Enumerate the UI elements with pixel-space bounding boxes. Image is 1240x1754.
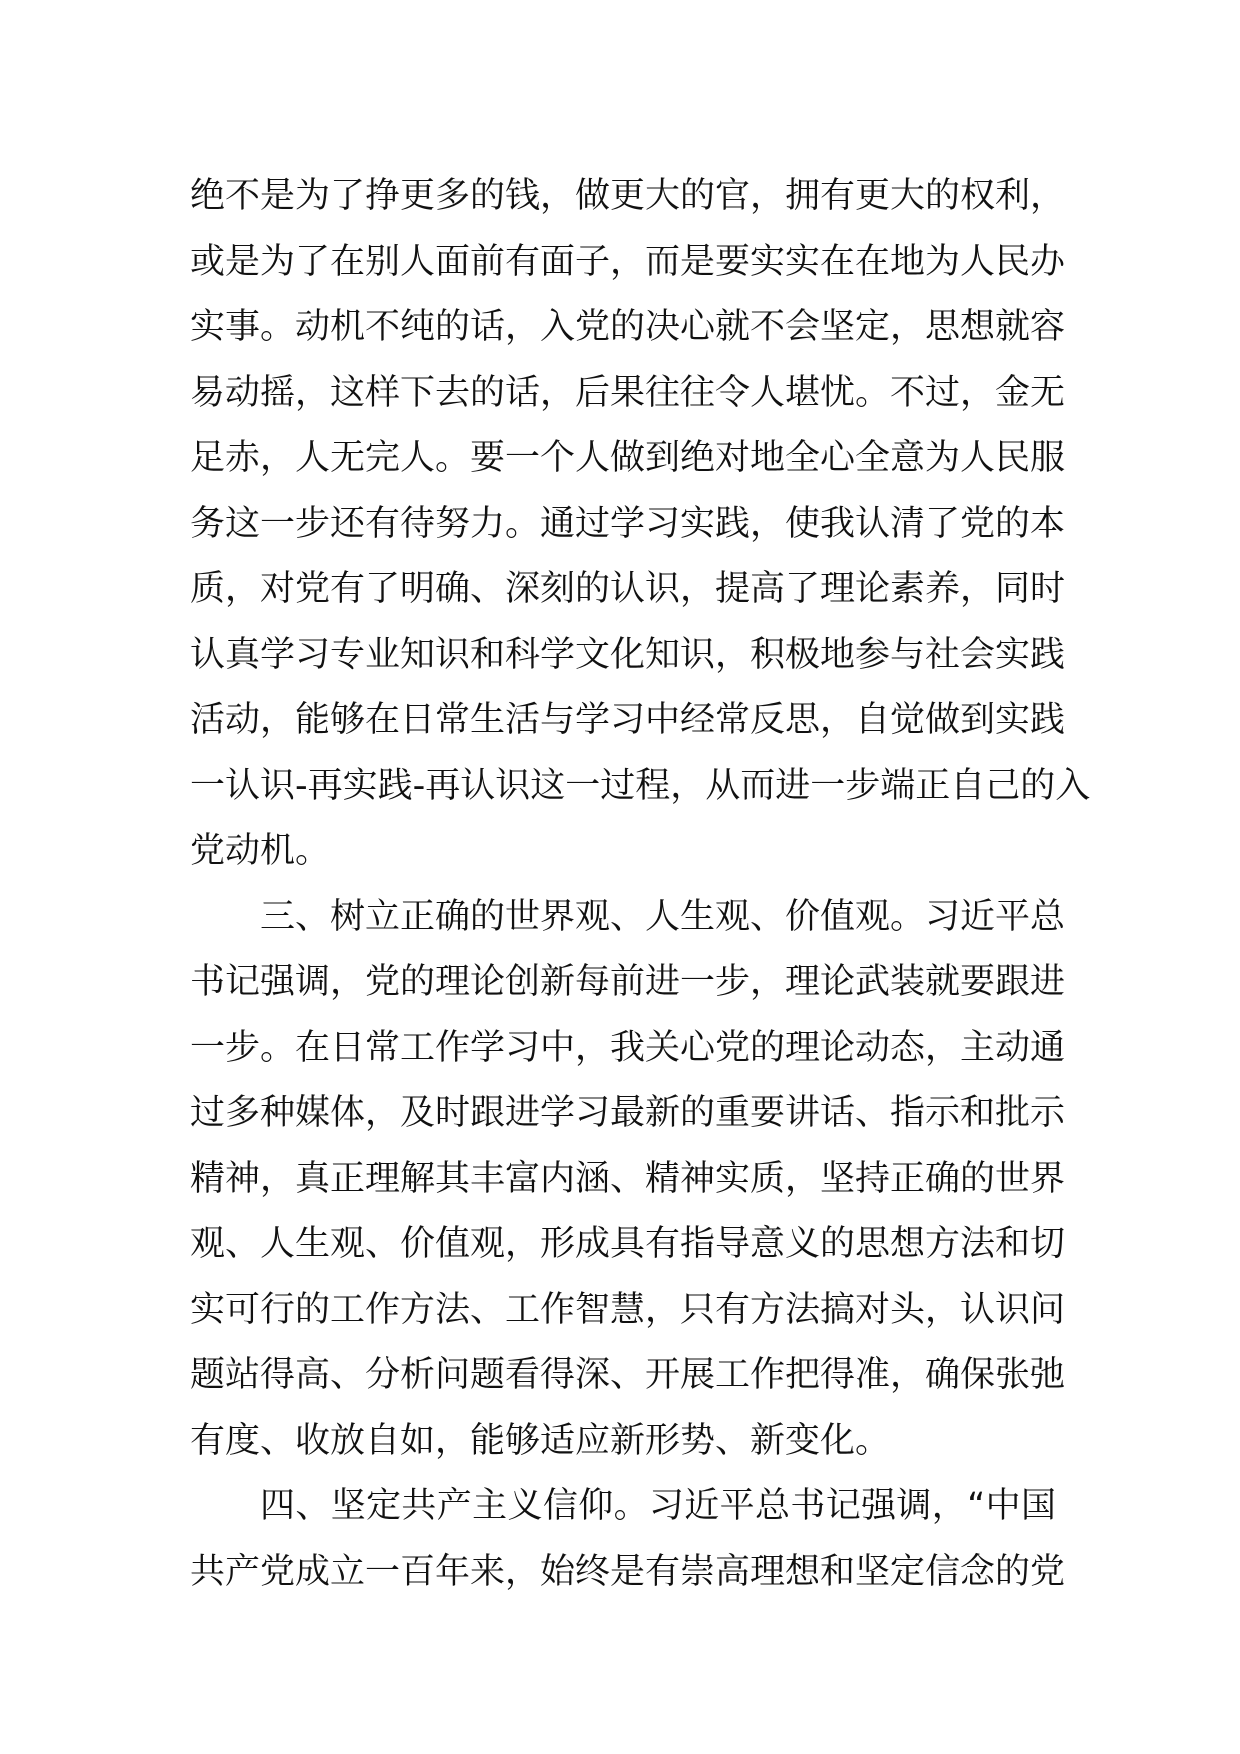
text-line: 绝不是为了挣更多的钱，做更大的官，拥有更大的权利， — [190, 176, 1066, 216]
text-line: 务这一步还有待努力。通过学习实践，使我认清了党的本 — [190, 503, 1066, 544]
text-line: 过多种媒体，及时跟进学习最新的重要讲话、指示和批示 — [190, 1093, 1066, 1133]
text-line: 足赤，人无完人。要一个人做到绝对地全心全意为人民服 — [190, 438, 1066, 478]
text-line: 精神，真正理解其丰富内涵、精神实质，坚持正确的世界 — [190, 1158, 1066, 1199]
text-line: 有度、收放自如，能够适应新形势、新变化。 — [190, 1420, 891, 1461]
text-line: 一认识-再实践-再认识这一过程，从而进一步端正自己的入 — [190, 765, 1091, 806]
text-line: 书记强调，党的理论创新每前进一步，理论武装就要跟进 — [190, 962, 1066, 1002]
text-line: 或是为了在别人面前有面子，而是要实实在在地为人民办 — [190, 241, 1066, 282]
paragraph-heading-line: 四、坚定共产主义信仰。习近平总书记强调，“中国 — [260, 1486, 1056, 1526]
text-line: 活动，能够在日常生活与学习中经常反思，自觉做到实践 — [190, 700, 1066, 740]
body-text — [190, 164, 1091, 1605]
text-line: 党动机。 — [190, 831, 331, 871]
text-line: 认真学习专业知识和科学文化知识，积极地参与社会实践 — [190, 634, 1066, 675]
text-line: 易动摇，这样下去的话，后果往往令人堪忧。不过，金无 — [190, 372, 1066, 413]
paragraph-heading-line: 三、树立正确的世界观、人生观、价值观。习近平总 — [260, 896, 1066, 937]
text-line: 一步。在日常工作学习中，我关心党的理论动态，主动通 — [190, 1027, 1066, 1068]
text-line: 质，对党有了明确、深刻的认识，提高了理论素养，同时 — [190, 569, 1066, 609]
text-line: 题站得高、分析问题看得深、开展工作把得准，确保张弛 — [190, 1355, 1066, 1395]
text-line: 实可行的工作方法、工作智慧，只有方法搞对头，认识问 — [190, 1289, 1066, 1330]
text-line: 实事。动机不纯的话，入党的决心就不会坚定，思想就容 — [190, 307, 1066, 347]
text-line: 观、人生观、价值观，形成具有指导意义的思想方法和切 — [190, 1224, 1066, 1264]
text-line: 共产党成立一百年来，始终是有崇高理想和坚定信念的党 — [190, 1551, 1066, 1592]
